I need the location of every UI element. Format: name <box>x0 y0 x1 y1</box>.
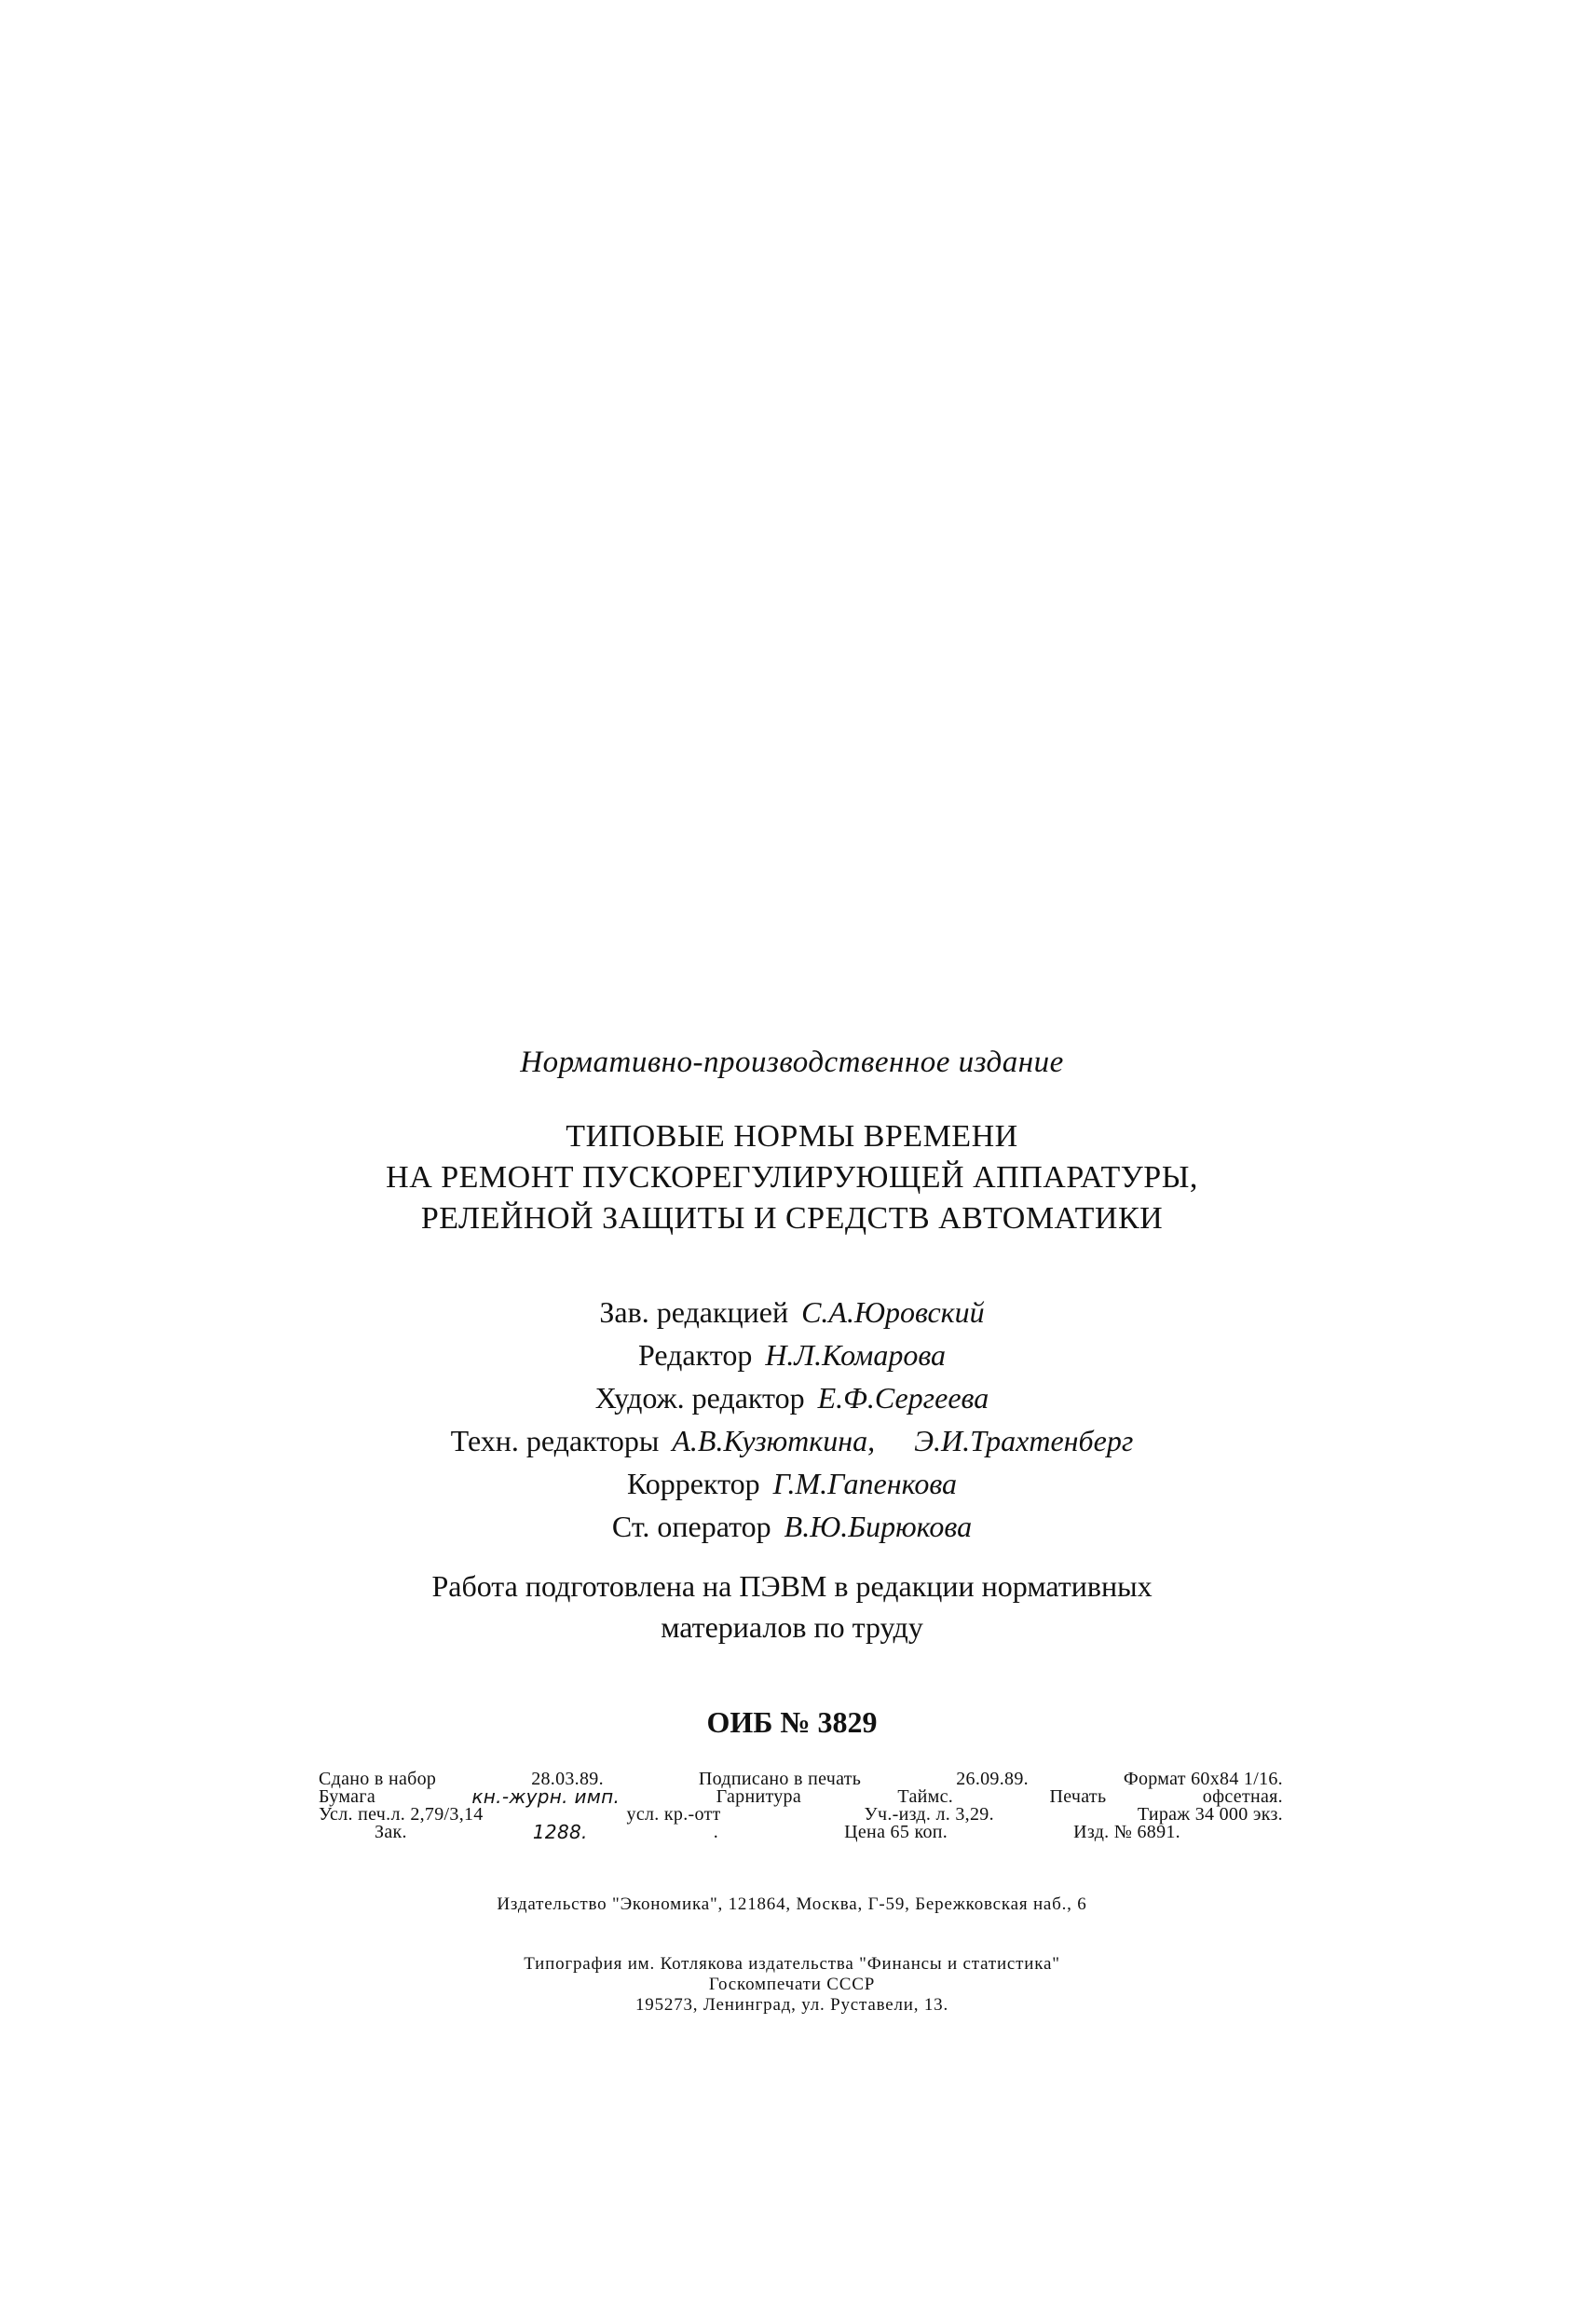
print-detail: Изд. № 6891. <box>1073 1822 1180 1842</box>
order-number: 1288. <box>532 1821 588 1843</box>
print-detail: Бумага <box>319 1786 375 1807</box>
credit-role: Техн. редакторы <box>450 1424 660 1457</box>
oib-number: ОИБ № 3829 <box>706 1705 878 1739</box>
printer-line-2: Госкомпечати СССР <box>708 1975 876 1994</box>
printer-line-3: 195273, Ленинград, ул. Руставели, 13. <box>635 1995 948 2015</box>
staff-credits <box>280 1291 1304 1548</box>
credit-name: Г.М.Гапенкова <box>772 1467 957 1500</box>
print-detail: . <box>713 1822 719 1842</box>
print-detail: Усл. печ.л. 2,79/3,14 <box>319 1804 484 1825</box>
print-detail: Уч.-изд. л. 3,29. <box>864 1804 994 1825</box>
credit-tech-editors <box>280 1419 1304 1462</box>
credit-head-editor <box>280 1291 1304 1333</box>
work-note <box>280 1566 1304 1648</box>
print-details <box>319 1771 1283 1841</box>
print-detail: Зак. <box>375 1822 407 1842</box>
credit-name: С.А.Юровский <box>801 1295 985 1329</box>
print-detail: Гарнитура <box>716 1786 802 1807</box>
print-details-row <box>319 1821 1283 1843</box>
credit-name: Е.Ф.Сергеева <box>817 1381 989 1415</box>
credit-role: Ст. оператор <box>611 1510 771 1543</box>
print-detail: Тираж 34 000 экз. <box>1137 1804 1283 1825</box>
print-detail: офсетная. <box>1202 1786 1283 1807</box>
work-note-line-2: материалов по труду <box>661 1610 923 1644</box>
print-detail: Таймс. <box>897 1786 954 1807</box>
print-detail: Подписано в печать <box>698 1769 862 1789</box>
print-detail: 26.09.89. <box>956 1769 1029 1789</box>
book-title <box>280 1116 1304 1239</box>
credit-art-editor <box>280 1376 1304 1419</box>
credit-name: В.Ю.Бирюкова <box>784 1510 973 1543</box>
printer-info <box>280 1954 1304 2016</box>
edition-type: Нормативно-производственное издание <box>520 1046 1064 1079</box>
credit-role: Зав. редакцией <box>599 1295 789 1329</box>
print-detail: Формат 60x84 1/16. <box>1123 1769 1283 1789</box>
print-detail: кн.-журн. имп. <box>471 1785 621 1808</box>
credit-operator <box>280 1505 1304 1548</box>
title-line-3: РЕЛЕЙНОЙ ЗАЩИТЫ И СРЕДСТВ АВТОМАТИКИ <box>420 1201 1164 1236</box>
credit-name: Н.Л.Комарова <box>765 1338 946 1372</box>
print-detail: 28.03.89. <box>531 1769 604 1789</box>
print-detail: Печать <box>1049 1786 1107 1807</box>
credit-role: Редактор <box>637 1338 753 1372</box>
title-line-2: НА РЕМОНТ ПУСКОРЕГУЛИРУЮЩЕЙ АППАРАТУРЫ, <box>386 1160 1198 1195</box>
print-detail: усл. кр.-отт <box>626 1804 721 1825</box>
printer-line-1: Типография им. Котлякова издательства "Финансы и статистика" <box>524 1954 1060 1974</box>
credit-name: А.В.Кузюткина, <box>672 1424 876 1457</box>
credit-editor <box>280 1333 1304 1376</box>
print-detail: Цена 65 коп. <box>844 1822 948 1842</box>
print-detail: Сдано в набор <box>319 1769 437 1789</box>
credit-role: Корректор <box>627 1467 760 1500</box>
publisher-address: Издательство "Экономика", 121864, Москва, Г-59, Бережковская наб., 6 <box>497 1894 1087 1914</box>
title-line-1: ТИПОВЫЕ НОРМЫ ВРЕМЕНИ <box>566 1119 1018 1154</box>
credit-role: Худож. редактор <box>594 1381 805 1415</box>
credit-name: Э.И.Трахтенберг <box>914 1424 1134 1457</box>
credit-proofreader <box>280 1462 1304 1505</box>
work-note-line-1: Работа подготовлена на ПЭВМ в редакции нормативных <box>431 1569 1153 1603</box>
